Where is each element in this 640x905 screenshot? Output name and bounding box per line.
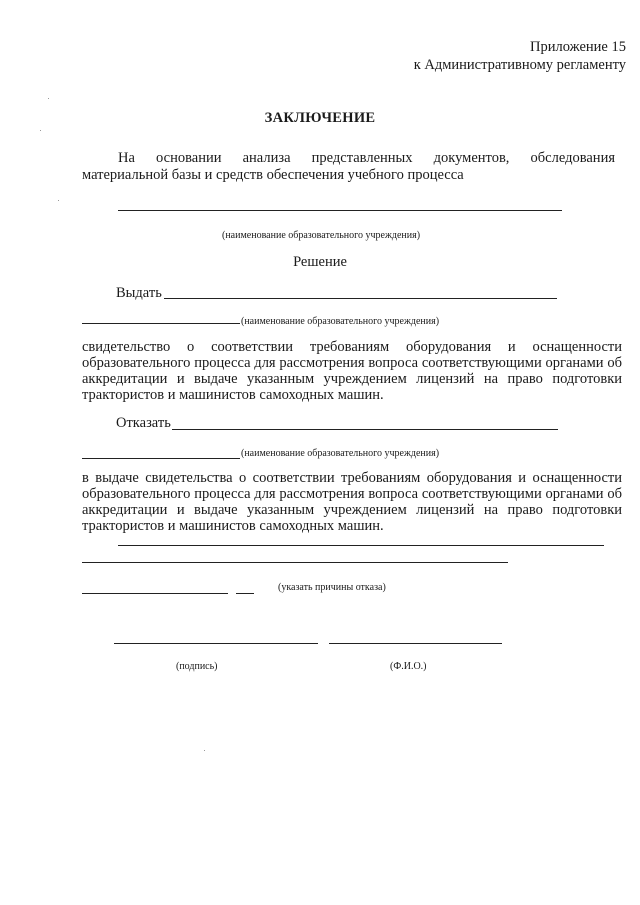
intro-paragraph — [82, 150, 615, 184]
scan-speck — [58, 200, 59, 201]
refuse-paragraph: в выдаче свидетельства о соответствии требованиям оборудования и оснащенности образовательного процесса для рассмотрения вопроса соответствующими органами об аккредитации и выдаче указанным учреждением лицензий на право подготовки трактористов и машинистов самоходных машин. — [82, 470, 622, 534]
refusal-reason-line-4[interactable] — [236, 593, 254, 594]
full-name-line[interactable] — [329, 643, 502, 644]
scan-speck — [40, 130, 41, 131]
document-title: ЗАКЛЮЧЕНИЕ — [264, 110, 376, 126]
annex-reference: к Административному регламенту — [413, 57, 626, 73]
issue-label: Выдать — [116, 285, 162, 301]
issue-institution-line-2[interactable] — [82, 323, 240, 324]
institution-caption: (наименование образовательного учреждения) — [241, 316, 440, 327]
refuse-label: Отказать — [116, 415, 171, 431]
scan-speck — [204, 750, 205, 751]
institution-name-line[interactable] — [118, 210, 562, 211]
intro-line-1: На основании анализа представленных документов, обследования — [118, 150, 615, 166]
issue-institution-line[interactable] — [164, 298, 557, 299]
full-name-caption: (Ф.И.О.) — [390, 661, 427, 672]
refuse-institution-line[interactable] — [172, 429, 558, 430]
decision-heading: Решение — [293, 254, 347, 270]
intro-line-2: материальной базы и средств обеспечения учебного процесса — [82, 167, 464, 183]
refusal-reason-line-2[interactable] — [82, 562, 508, 563]
refusal-reason-line-3[interactable] — [82, 593, 228, 594]
scan-speck — [48, 98, 49, 99]
signature-line[interactable] — [114, 643, 318, 644]
institution-caption: (наименование образовательного учреждения) — [222, 230, 421, 241]
refusal-reasons-caption: (указать причины отказа) — [278, 582, 386, 593]
signature-caption: (подпись) — [176, 661, 218, 672]
refusal-reason-line-1[interactable] — [118, 545, 604, 546]
institution-caption: (наименование образовательного учреждения) — [241, 448, 440, 459]
refuse-institution-line-2[interactable] — [82, 458, 240, 459]
issue-paragraph: свидетельство о соответствии требованиям оборудования и оснащенности образовательного процесса для рассмотрения вопроса соответствующими органами об аккредитации и выдаче указанным учреждением лицензий на право подготовки трактористов и машинистов самоходных машин. — [82, 339, 622, 403]
annex-header — [414, 38, 626, 74]
annex-number: Приложение 15 — [530, 39, 626, 55]
